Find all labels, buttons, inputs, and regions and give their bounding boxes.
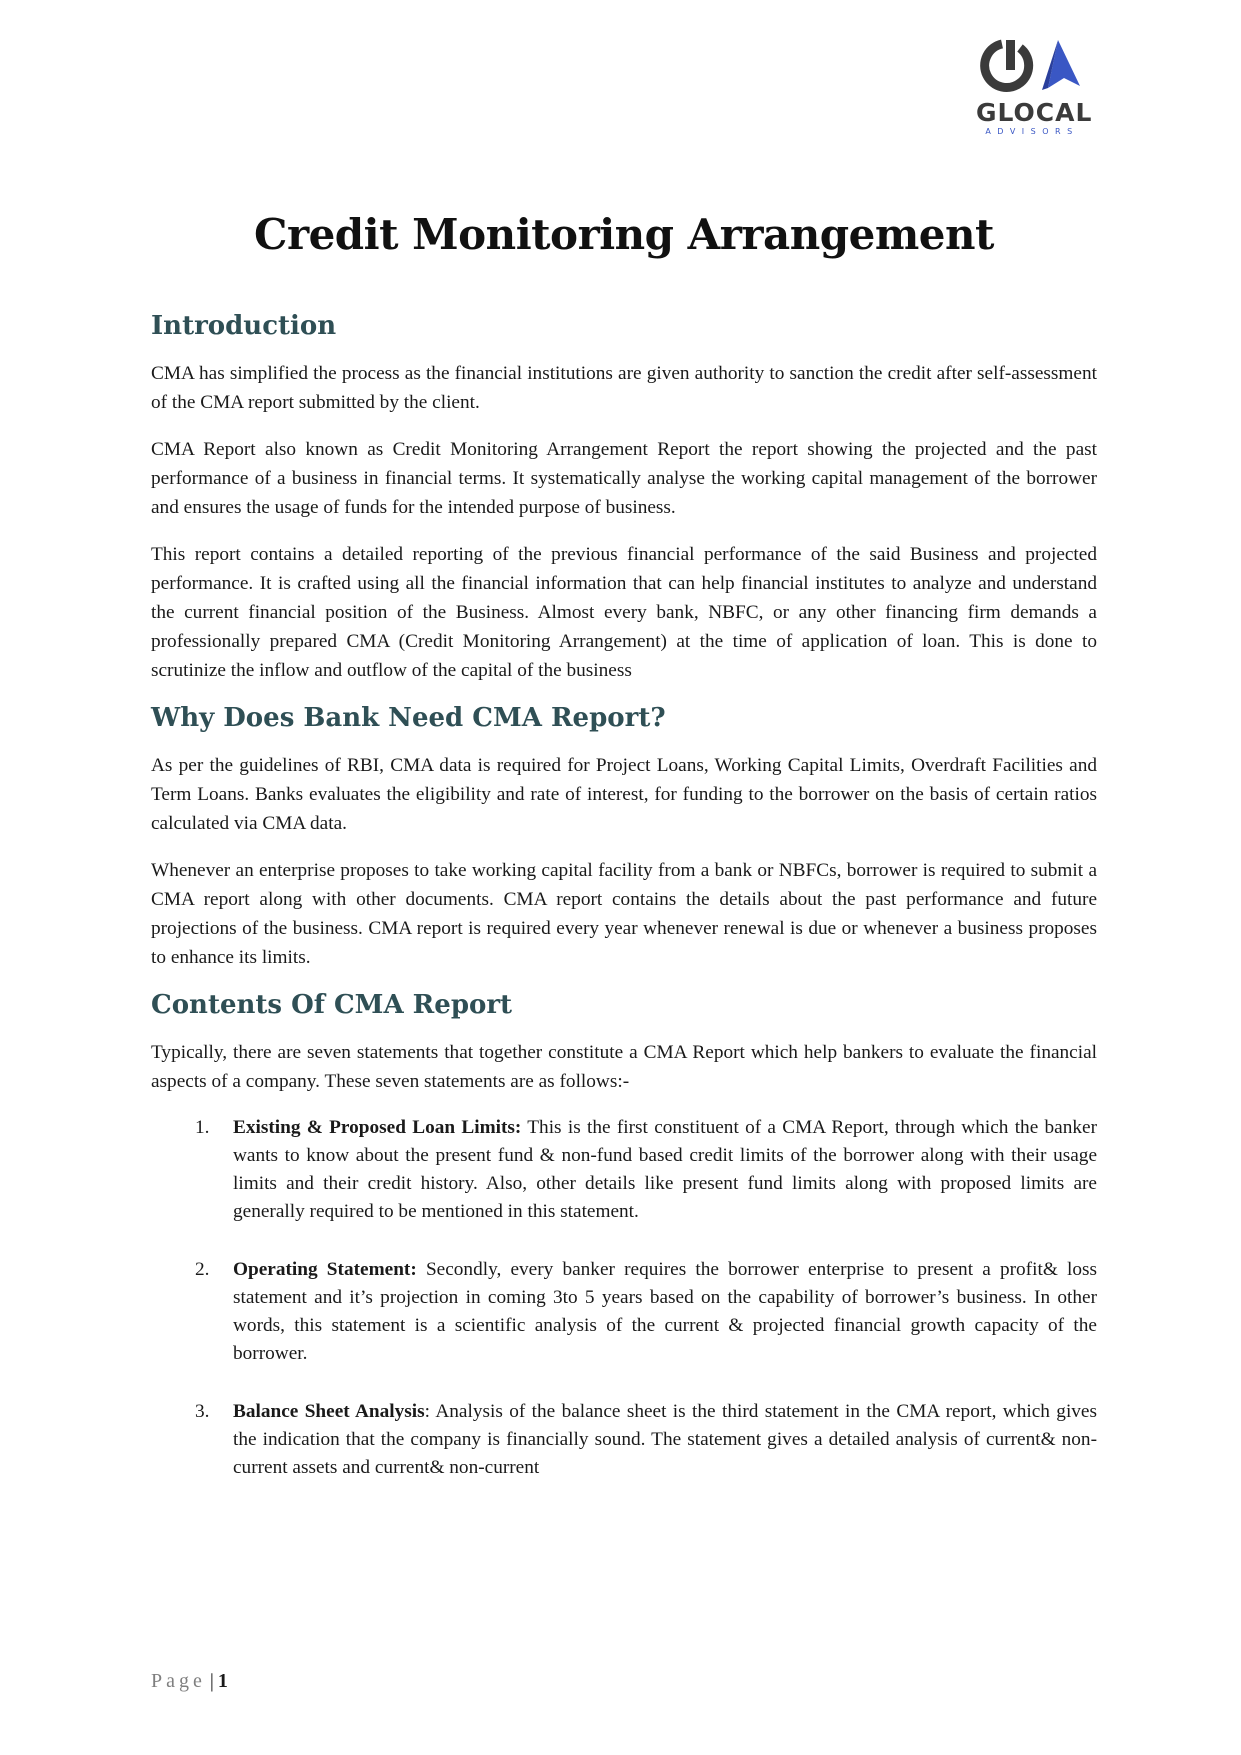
list-item-term: Balance Sheet Analysis: [233, 1401, 425, 1422]
statements-list: [151, 1114, 1097, 1482]
list-item: [151, 1256, 1097, 1368]
footer-page-number: 1: [217, 1670, 228, 1692]
why-paragraph-1: As per the guidelines of RBI, CMA data is required for Project Loans, Working Capital Limits, Overdraft Facilities and Term Loans. Banks evaluates the eligibility and rate of interest, for funding to the borrower on the basis of certain ratios calculated via CMA data.: [151, 755, 1097, 834]
list-item: [151, 1398, 1097, 1482]
why-paragraph-2: Whenever an enterprise proposes to take working capital facility from a bank or NBFCs, borrower is required to submit a CMA report along with other documents. CMA report contains the details about the past performance and future projections of the business. CMA report is required every year whenever renewal is due or whenever a business proposes to enhance its limits.: [151, 860, 1097, 968]
intro-paragraph-2: CMA Report also known as Credit Monitoring Arrangement Report the report showing the projected and the past performance of a business in financial terms. It systematically analyse the working capital management of the borrower and ensures the usage of funds for the intended purpose of business.: [151, 439, 1097, 518]
list-item-term: Existing & Proposed Loan Limits:: [233, 1117, 522, 1138]
company-logo: [976, 38, 1093, 138]
heading-why-bank-needs-cma: Why Does Bank Need CMA Report?: [151, 703, 666, 733]
logo-wordmark: GLOCAL: [976, 98, 1093, 127]
list-item-text: : Analysis of the balance sheet is the third statement in the CMA report, which gives the indication that the company is financially sound. The statement gives a detailed analysis of current& non-current assets and current& non-current: [233, 1401, 1097, 1478]
logo-tagline: ADVISORS: [985, 127, 1079, 136]
heading-introduction: Introduction: [151, 311, 337, 341]
footer-separator: |: [209, 1670, 214, 1692]
page-footer: [151, 1670, 228, 1693]
list-item: [151, 1114, 1097, 1226]
list-item-number: 3.: [195, 1401, 210, 1422]
footer-page-label: Page: [151, 1670, 206, 1692]
list-item-text: This is the first constituent of a CMA Report, through which the banker wants to know about the present fund & non-fund based credit limits of the borrower along with their usage limits and their credit history. Also, other details like present fund limits along with proposed limits are generally required to be mentioned in this statement.: [233, 1117, 1098, 1222]
logo-mark-icon: [980, 38, 1084, 96]
document-title: Credit Monitoring Arrangement: [254, 210, 994, 259]
document-body: [151, 210, 1097, 1512]
list-item-term: Operating Statement:: [233, 1259, 417, 1280]
contents-paragraph-1: Typically, there are seven statements that together constitute a CMA Report which help bankers to evaluate the financial aspects of a company. These seven statements are as follows:-: [151, 1042, 1097, 1092]
list-item-text: Secondly, every banker requires the borrower enterprise to present a profit& loss statement and it’s projection in coming 3to 5 years based on the capability of borrower’s business. In other words, this statement is a scientific analysis of the current & projected financial growth capacity of the borrower.: [233, 1259, 1098, 1364]
intro-paragraph-3: This report contains a detailed reporting of the previous financial performance of the said Business and projected performance. It is crafted using all the financial information that can help financial institutes to analyze and understand the current financial position of the Business. Almost every bank, NBFC, or any other financing firm demands a professionally prepared CMA (Credit Monitoring Arrangement) at the time of application of loan. This is done to scrutinize the inflow and outflow of the capital of the business: [151, 544, 1097, 681]
list-item-number: 2.: [195, 1259, 210, 1280]
list-item-number: 1.: [195, 1117, 210, 1138]
heading-contents: Contents Of CMA Report: [151, 990, 513, 1020]
intro-paragraph-1: CMA has simplified the process as the financial institutions are given authority to sanction the credit after self-assessment of the CMA report submitted by the client.: [151, 363, 1097, 413]
